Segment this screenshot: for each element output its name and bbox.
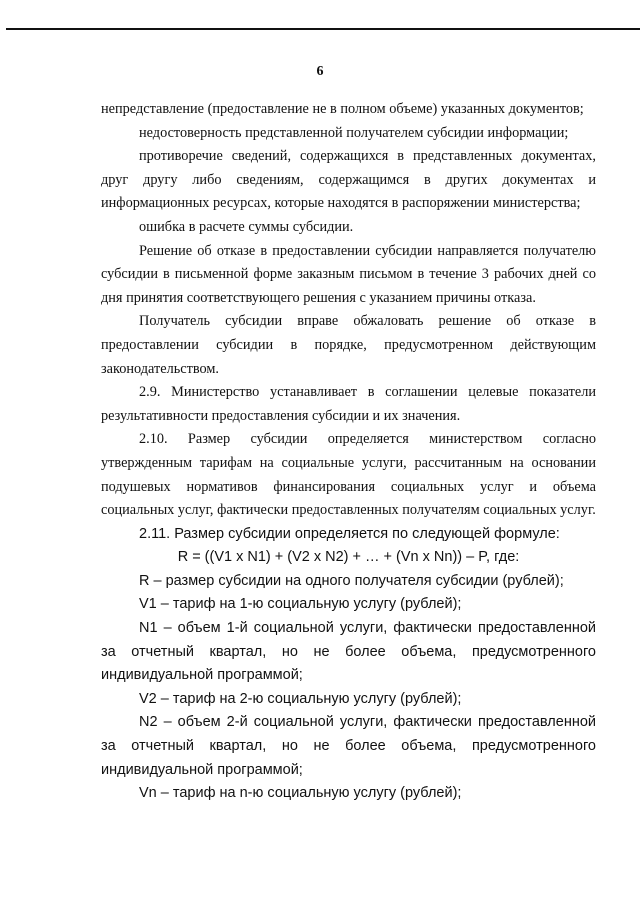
subsidy-formula: R = ((V1 x N1) + (V2 x N2) + … + (Vn x Nn)) – P, где: [177,549,520,566]
paragraph-2-10: 2.10. Размер субсидии определяется министерством согласно утвержденным тарифам на социальные услуги, рассчитанным на основании подушевых нормативов финансирования социальных услуг и объема социальных услуг, фактически предоставленных получателям социальных услуг. [101,431,596,519]
definition-vn: Vn – тариф на n-ю социальную услугу (рублей); [139,785,462,802]
page-number: 6 [316,64,324,79]
paragraph-2-9: 2.9. Министерство устанавливает в соглашении целевые показатели результативности предоставления субсидии и их значения. [101,384,596,424]
paragraph-refusal-notice: Решение об отказе в предоставлении субсидии направляется получателю субсидии в письменной форме заказным письмом в течение 3 рабочих дней со дня принятия соответствующего решения с указанием причины отказа. [101,242,596,306]
paragraph-nonsubmission: непредставление (предоставление не в полном объеме) указанных документов; [101,101,584,117]
definition-v1: V1 – тариф на 1-ю социальную услугу (рублей); [139,596,462,613]
paragraph-calculation-error: ошибка в расчете суммы субсидии. [139,218,354,235]
top-border-line [6,28,640,30]
paragraph-appeal-right: Получатель субсидии вправе обжаловать решение об отказе в предоставлении субсидии в порядке, предусмотренном действующим законодательством. [101,313,596,377]
paragraph-inaccuracy: недостоверность представленной получателем субсидии информации; [139,124,569,141]
definition-n1: N1 – объем 1-й социальной услуги, фактически предоставленной за отчетный квартал, но не более объема, предусмотренного индивидуальной программой; [101,620,596,684]
definition-n2: N2 – объем 2-й социальной услуги, фактически предоставленной за отчетный квартал, но не более объема, предусмотренного индивидуальной программой; [101,714,596,778]
paragraph-2-11: 2.11. Размер субсидии определяется по следующей формуле: [139,525,560,542]
definition-v2: V2 – тариф на 2-ю социальную услугу (рублей); [139,690,462,707]
definition-r: R – размер субсидии на одного получателя субсидии (рублей); [139,572,564,589]
paragraph-contradiction: противоречие сведений, содержащихся в представленных документах, друг другу либо сведениям, содержащимся в других документах и информационных ресурсах, которые находятся в распоряжении министерства; [101,148,596,212]
document-body [101,98,596,806]
